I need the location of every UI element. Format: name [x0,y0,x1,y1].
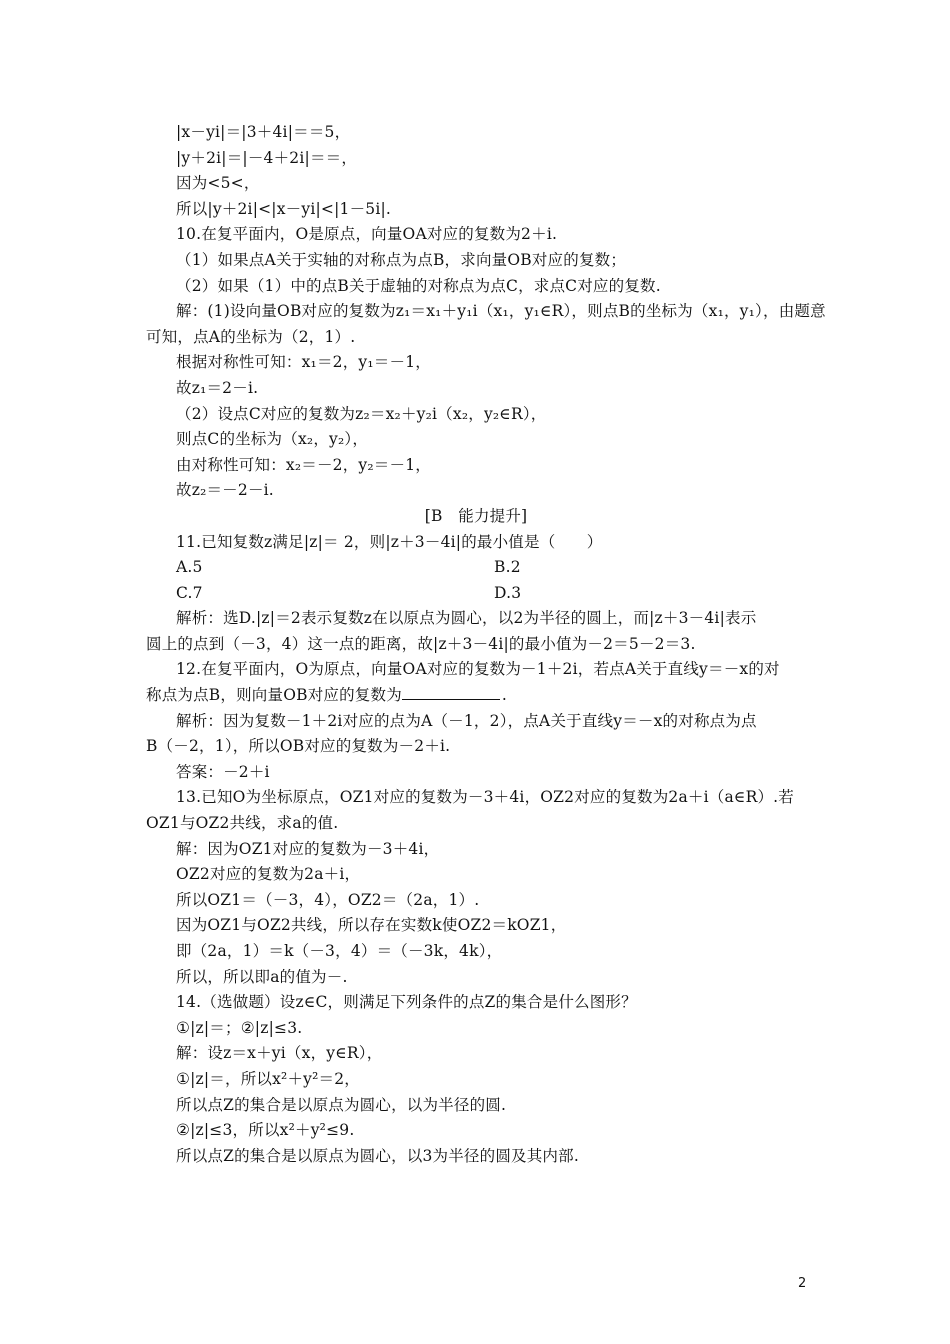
line-text: 因为<5<， [176,174,260,193]
text-line [146,811,806,837]
line-text-tail: . [501,686,508,705]
text-line [146,1118,806,1144]
text-line [146,990,806,1016]
line-text: （2）设点C对应的复数为z₂＝x₂＋y₂i（x₂，y₂∈R）， [176,404,547,423]
text-line [146,1016,806,1042]
line-text: 故z₁＝2－i. [176,378,259,397]
text-line [146,657,806,683]
text-line [146,427,806,453]
text-line [146,632,806,658]
text-line [146,120,806,146]
line-text: [B 能力提升] [424,506,528,525]
text-line [146,222,806,248]
line-text: 即（2a，1）＝k（－3，4）＝（－3k，4k）， [176,942,503,960]
text-line [146,965,806,991]
text-line [146,888,806,914]
line-text: 所以|y＋2i|<|x－yi|<|1－5i|. [176,199,392,218]
line-text: 因为OZ1与OZ2共线，所以存在实数k使OZ2＝kOZ1， [176,916,567,935]
text-line [146,478,806,504]
line-text: 12.在复平面内，O为原点，向量OA对应的复数为－1＋2i，若点A关于直线y＝－x的对 [176,660,780,679]
text-line [146,939,806,965]
line-text: 可知，点A的坐标为（2，1）. [146,327,356,346]
line-text: 则点C的坐标为（x₂，y₂）， [176,430,369,449]
line-text: B（－2，1），所以OB对应的复数为－2＋i. [146,737,451,756]
text-line [146,350,806,376]
line-text: 故z₂＝－2－i. [176,481,274,500]
page-number: 2 [798,1276,807,1291]
section-heading [146,504,806,530]
line-text: （1）如果点A关于实轴的对称点为点B，求向量OB对应的复数； [176,250,627,269]
text-line [146,274,806,300]
option-text: A.5 [176,558,203,577]
text-line [146,248,806,274]
line-text: |y＋2i|＝|－4＋2i|＝＝， [176,148,358,167]
line-text: 所以OZ1＝（－3，4），OZ2＝（2a，1）. [176,890,480,909]
text-line [146,1041,806,1067]
line-text: OZ2对应的复数为2a＋i， [176,865,361,884]
text-line [146,146,806,172]
option-text: C.7 [176,583,203,602]
line-text: 解析：因为复数－1＋2i对应的点为A（－1，2），点A关于直线y＝－x的对称点为点 [176,711,757,730]
text-line [146,785,806,811]
line-text: 10.在复平面内，O是原点，向量OA对应的复数为2＋i. [176,225,558,244]
text-line [146,325,806,351]
text-line [146,1067,806,1093]
text-line [146,862,806,888]
option-text: D.3 [494,583,522,602]
line-text: 解：(1)设向量OB对应的复数为z₁＝x₁＋y₁i（x₁，y₁∈R），则点B的坐标为（x₁，y₁），由题意 [176,302,826,321]
option-row [146,555,806,581]
line-text: ①|z|＝，所以x²＋y²＝2， [176,1069,360,1088]
text-line [146,530,806,556]
line-text: （2）如果（1）中的点B关于虚轴的对称点为点C，求点C对应的复数. [176,276,661,295]
text-line [146,171,806,197]
text-line [146,1093,806,1119]
line-text: |x－yi|＝|3＋4i|＝＝5， [176,123,351,141]
text-line [146,197,806,223]
line-text: 圆上的点到（－3，4）这一点的距离，故|z＋3－4i|的最小值为－2＝5－2＝3. [146,634,696,653]
answer-blank [402,683,500,700]
line-text: 称点为点B，则向量OB对应的复数为 [146,686,402,705]
option-text: B.2 [494,558,521,577]
text-line [146,734,806,760]
text-line [146,299,826,325]
line-text: 13.已知O为坐标原点，OZ1对应的复数为－3＋4i，OZ2对应的复数为2a＋i（a∈R）.若 [176,788,794,807]
text-line [146,453,806,479]
line-text: 解：因为OZ1对应的复数为－3＋4i， [176,839,440,858]
text-line [146,913,806,939]
line-text: 由对称性可知：x₂＝－2，y₂＝－1， [176,455,431,474]
document-body [146,120,826,1169]
line-text: ②|z|≤3，所以x²＋y²≤9. [176,1121,355,1140]
text-line [146,760,806,786]
line-text: 答案：－2＋i [176,762,270,781]
line-text: 14.（选做题）设z∈C，则满足下列条件的点Z的集合是什么图形？ [176,993,637,1012]
text-line [146,709,806,735]
line-text: 11.已知复数z满足|z|＝ 2，则|z＋3－4i|的最小值是（ ） [176,532,603,551]
line-text: 根据对称性可知：x₁＝2，y₁＝－1， [176,353,431,372]
text-line [146,606,806,632]
text-line [146,1144,806,1170]
line-text: OZ1与OZ2共线，求a的值. [146,814,339,833]
text-line [146,402,806,428]
text-line [146,837,806,863]
line-text: 所以点Z的集合是以原点为圆心，以为半径的圆. [176,1095,507,1114]
line-text: 所以，所以即a的值为－. [176,967,348,986]
line-text: 所以点Z的集合是以原点为圆心，以3为半径的圆及其内部. [176,1146,579,1165]
text-line [146,683,806,709]
line-text: 解：设z＝x＋yi（x，y∈R）， [176,1044,383,1063]
text-line [146,376,806,402]
line-text: ①|z|＝；②|z|≤3. [176,1018,303,1037]
line-text: 解析：选D.|z|＝2表示复数z在以原点为圆心，以2为半径的圆上，而|z＋3－4i|表示 [176,609,757,628]
option-row [146,581,806,607]
